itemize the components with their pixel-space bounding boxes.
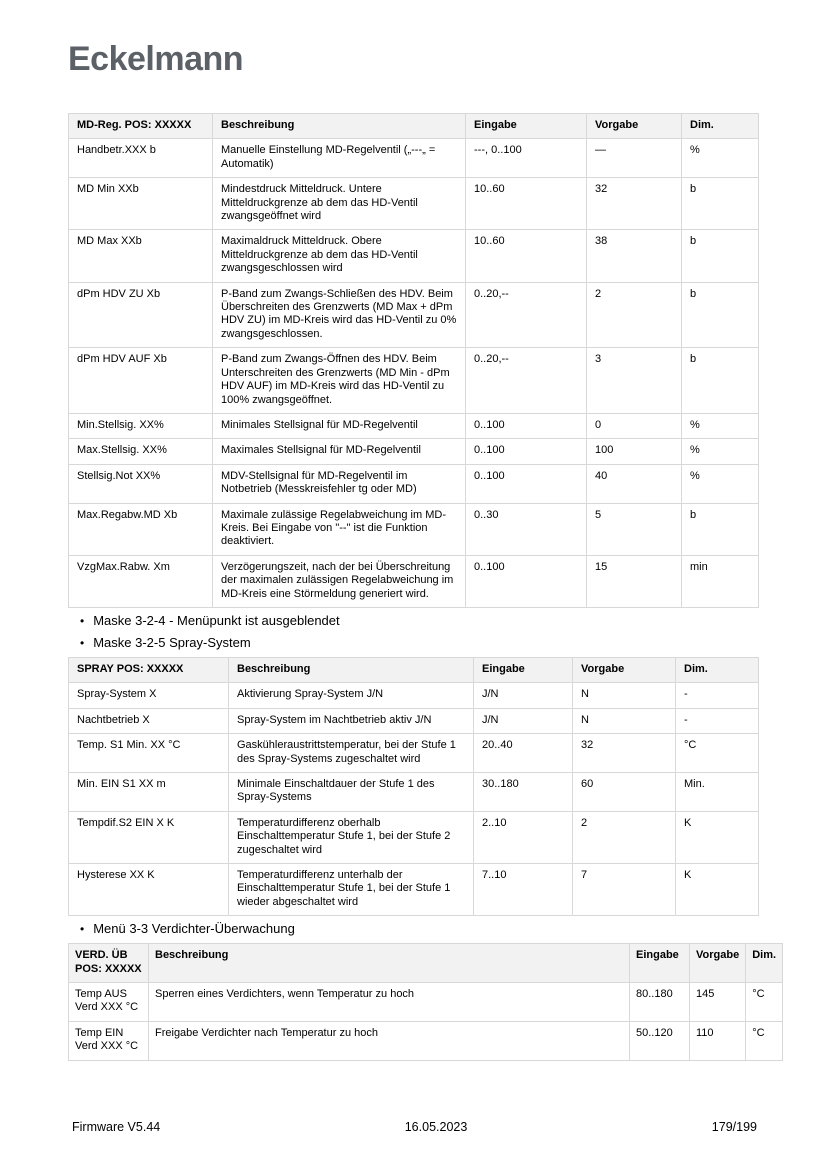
- table-cell: b: [682, 503, 759, 555]
- table-cell: %: [682, 464, 759, 503]
- bullet-text: Maske 3-2-5 Spray-System: [93, 634, 251, 650]
- table-cell: dPm HDV AUF Xb: [69, 348, 213, 414]
- table-cell: Mindestdruck Mitteldruck. Untere Mitteldruckgrenze ab dem das HD-Ventil zwangsgeöffnet wird: [213, 178, 466, 230]
- table-cell: 50..120: [630, 1021, 690, 1060]
- column-header-beschreibung: Beschreibung: [213, 114, 466, 139]
- table-cell: 0..100: [466, 464, 587, 503]
- table-cell: MD Max XXb: [69, 230, 213, 282]
- table-cell: Temp EIN Verd XXX °C: [69, 1021, 149, 1060]
- column-header-eingabe: Eingabe: [466, 114, 587, 139]
- page-footer: [72, 1120, 757, 1135]
- table-cell: %: [682, 413, 759, 438]
- table-cell: Manuelle Einstellung MD-Regelventil („---„ = Automatik): [213, 139, 466, 178]
- footer-firmware-version: Firmware V5.44: [72, 1120, 161, 1134]
- table-cell: 32: [587, 178, 682, 230]
- table-cell: 60: [573, 773, 676, 812]
- table-cell: —: [587, 139, 682, 178]
- table-row: [69, 983, 783, 1022]
- table-cell: 3: [587, 348, 682, 414]
- table-cell: VzgMax.Rabw. Xm: [69, 555, 213, 607]
- table-cell: Tempdif.S2 EIN X K: [69, 811, 229, 863]
- table-cell: %: [682, 439, 759, 464]
- table-cell: Gaskühleraustrittstemperatur, bei der Stufe 1 des Spray-Systems zugeschaltet wird: [229, 734, 474, 773]
- column-header-vorgabe: Vorgabe: [690, 944, 746, 983]
- table-row: [69, 734, 759, 773]
- table-header-row: [69, 657, 759, 682]
- spray-parameter-table: [68, 657, 759, 916]
- table-cell: Spray-System im Nachtbetrieb aktiv J/N: [229, 708, 474, 733]
- table-cell: 7..10: [474, 864, 573, 916]
- table-cell: b: [682, 282, 759, 348]
- table-cell: Stellsig.Not XX%: [69, 464, 213, 503]
- table-cell: Handbetr.XXX b: [69, 139, 213, 178]
- table-cell: 80..180: [630, 983, 690, 1022]
- column-header-dim: Dim.: [746, 944, 783, 983]
- table-row: [69, 230, 759, 282]
- table-cell: Temp AUS Verd XXX °C: [69, 983, 149, 1022]
- table-cell: Min.Stellsig. XX%: [69, 413, 213, 438]
- footer-page-number: 179/199: [711, 1120, 757, 1134]
- table-cell: dPm HDV ZU Xb: [69, 282, 213, 348]
- company-logo: Eckelmann: [68, 40, 244, 78]
- table-cell: P-Band zum Zwangs-Öffnen des HDV. Beim Unterschreiten des Grenzwerts (MD Min - dPm HDV AUF) im MD-Kreis wird das HD-Ventil zu 100% zwangsgeöffnet.: [213, 348, 466, 414]
- table-cell: 7: [573, 864, 676, 916]
- table-cell: P-Band zum Zwangs-Schließen des HDV. Beim Überschreiten des Grenzwerts (MD Max + dPm HDV ZU) im MD-Kreis wird das HD-Ventil zu 0% zwangsgeschlossen.: [213, 282, 466, 348]
- table-cell: Sperren eines Verdichters, wenn Temperatur zu hoch: [149, 983, 630, 1022]
- column-header-pos: VERD. ÜB POS: XXXXX: [69, 944, 149, 983]
- table-cell: 0..30: [466, 503, 587, 555]
- column-header-dim: Dim.: [676, 657, 759, 682]
- column-header-beschreibung: Beschreibung: [229, 657, 474, 682]
- table-cell: 2: [573, 811, 676, 863]
- table-cell: 145: [690, 983, 746, 1022]
- table-cell: Minimale Einschaltdauer der Stufe 1 des Spray-Systems: [229, 773, 474, 812]
- table-cell: Min. EIN S1 XX m: [69, 773, 229, 812]
- table-cell: Maximale zulässige Regelabweichung im MD-Kreis. Bei Eingabe von "--" ist die Funktion deaktiviert.: [213, 503, 466, 555]
- table-cell: 0..20,--: [466, 348, 587, 414]
- table-cell: min: [682, 555, 759, 607]
- table-row: [69, 503, 759, 555]
- bullet-item-maske-3-2-5: [80, 635, 827, 651]
- verdichter-parameter-table: [68, 943, 783, 1060]
- table-cell: Spray-System X: [69, 683, 229, 708]
- column-header-beschreibung: Beschreibung: [149, 944, 630, 983]
- table-cell: °C: [746, 1021, 783, 1060]
- table-row: [69, 864, 759, 916]
- table-cell: 30..180: [474, 773, 573, 812]
- table-row: [69, 439, 759, 464]
- table-row: [69, 683, 759, 708]
- table-row: [69, 708, 759, 733]
- table-cell: Aktivierung Spray-System J/N: [229, 683, 474, 708]
- table-cell: 0: [587, 413, 682, 438]
- table-cell: J/N: [474, 708, 573, 733]
- table-cell: MDV-Stellsignal für MD-Regelventil im Notbetrieb (Messkreisfehler tg oder MD): [213, 464, 466, 503]
- table-cell: 5: [587, 503, 682, 555]
- table-cell: Min.: [676, 773, 759, 812]
- table-cell: 20..40: [474, 734, 573, 773]
- column-header-pos: SPRAY POS: XXXXX: [69, 657, 229, 682]
- table-cell: Temperaturdifferenz oberhalb Einschalttemperatur Stufe 1, bei der Stufe 2 zugeschaltet wird: [229, 811, 474, 863]
- table-row: [69, 464, 759, 503]
- table-cell: 110: [690, 1021, 746, 1060]
- table-cell: 0..100: [466, 413, 587, 438]
- bullet-icon: •: [80, 922, 85, 937]
- column-header-eingabe: Eingabe: [630, 944, 690, 983]
- table-cell: 38: [587, 230, 682, 282]
- table-cell: 0..100: [466, 555, 587, 607]
- table-row: [69, 555, 759, 607]
- table-row: [69, 348, 759, 414]
- column-header-dim: Dim.: [682, 114, 759, 139]
- table-row: [69, 282, 759, 348]
- table-cell: 100: [587, 439, 682, 464]
- table-row: [69, 773, 759, 812]
- table-cell: 2..10: [474, 811, 573, 863]
- table-cell: 32: [573, 734, 676, 773]
- table-cell: 2: [587, 282, 682, 348]
- table-row: [69, 413, 759, 438]
- table-cell: 10..60: [466, 178, 587, 230]
- table-cell: Nachtbetrieb X: [69, 708, 229, 733]
- table-cell: K: [676, 864, 759, 916]
- table-cell: -: [676, 683, 759, 708]
- table-cell: Freigabe Verdichter nach Temperatur zu hoch: [149, 1021, 630, 1060]
- table-cell: Max.Stellsig. XX%: [69, 439, 213, 464]
- bullet-list: [80, 921, 827, 937]
- table-cell: 10..60: [466, 230, 587, 282]
- bullet-icon: •: [80, 613, 85, 628]
- bullet-item-maske-3-2-4: [80, 613, 827, 629]
- table-cell: N: [573, 683, 676, 708]
- table-row: [69, 1021, 783, 1060]
- footer-date: 16.05.2023: [404, 1120, 468, 1134]
- bullet-item-menu-3-3: [80, 921, 827, 937]
- column-header-vorgabe: Vorgabe: [573, 657, 676, 682]
- column-header-eingabe: Eingabe: [474, 657, 573, 682]
- table-cell: °C: [746, 983, 783, 1022]
- table-cell: b: [682, 348, 759, 414]
- table-cell: J/N: [474, 683, 573, 708]
- bullet-icon: •: [80, 635, 85, 650]
- table-header-row: [69, 944, 783, 983]
- table-row: [69, 178, 759, 230]
- table-cell: °C: [676, 734, 759, 773]
- table-cell: Maximales Stellsignal für MD-Regelventil: [213, 439, 466, 464]
- table-cell: MD Min XXb: [69, 178, 213, 230]
- table-cell: b: [682, 178, 759, 230]
- table-cell: Temp. S1 Min. XX °C: [69, 734, 229, 773]
- column-header-vorgabe: Vorgabe: [587, 114, 682, 139]
- table-cell: b: [682, 230, 759, 282]
- table-cell: Max.Regabw.MD Xb: [69, 503, 213, 555]
- table-cell: 40: [587, 464, 682, 503]
- table-row: [69, 811, 759, 863]
- table-cell: 15: [587, 555, 682, 607]
- table-cell: Temperaturdifferenz unterhalb der Einschalttemperatur Stufe 1, bei der Stufe 1 wieder abgeschaltet wird: [229, 864, 474, 916]
- bullet-text: Menü 3-3 Verdichter-Überwachung: [93, 921, 295, 937]
- column-header-pos: MD-Reg. POS: XXXXX: [69, 114, 213, 139]
- bullet-list: [80, 613, 827, 651]
- table-cell: Minimales Stellsignal für MD-Regelventil: [213, 413, 466, 438]
- table-row: [69, 139, 759, 178]
- table-cell: Verzögerungszeit, nach der bei Überschreitung der maximalen zulässigen Regelabweichung im MD-Kreis eine Störmeldung generiert wird.: [213, 555, 466, 607]
- table-cell: N: [573, 708, 676, 733]
- table-cell: 0..100: [466, 439, 587, 464]
- table-cell: ---, 0..100: [466, 139, 587, 178]
- table-cell: K: [676, 811, 759, 863]
- table-cell: Hysterese XX K: [69, 864, 229, 916]
- bullet-text: Maske 3-2-4 - Menüpunkt ist ausgeblendet: [93, 612, 340, 628]
- table-cell: -: [676, 708, 759, 733]
- table-cell: 0..20,--: [466, 282, 587, 348]
- table-cell: %: [682, 139, 759, 178]
- md-reg-parameter-table: [68, 113, 759, 608]
- table-cell: Maximaldruck Mitteldruck. Obere Mitteldruckgrenze ab dem das HD-Ventil zwangsgeschlossen wird: [213, 230, 466, 282]
- table-header-row: [69, 114, 759, 139]
